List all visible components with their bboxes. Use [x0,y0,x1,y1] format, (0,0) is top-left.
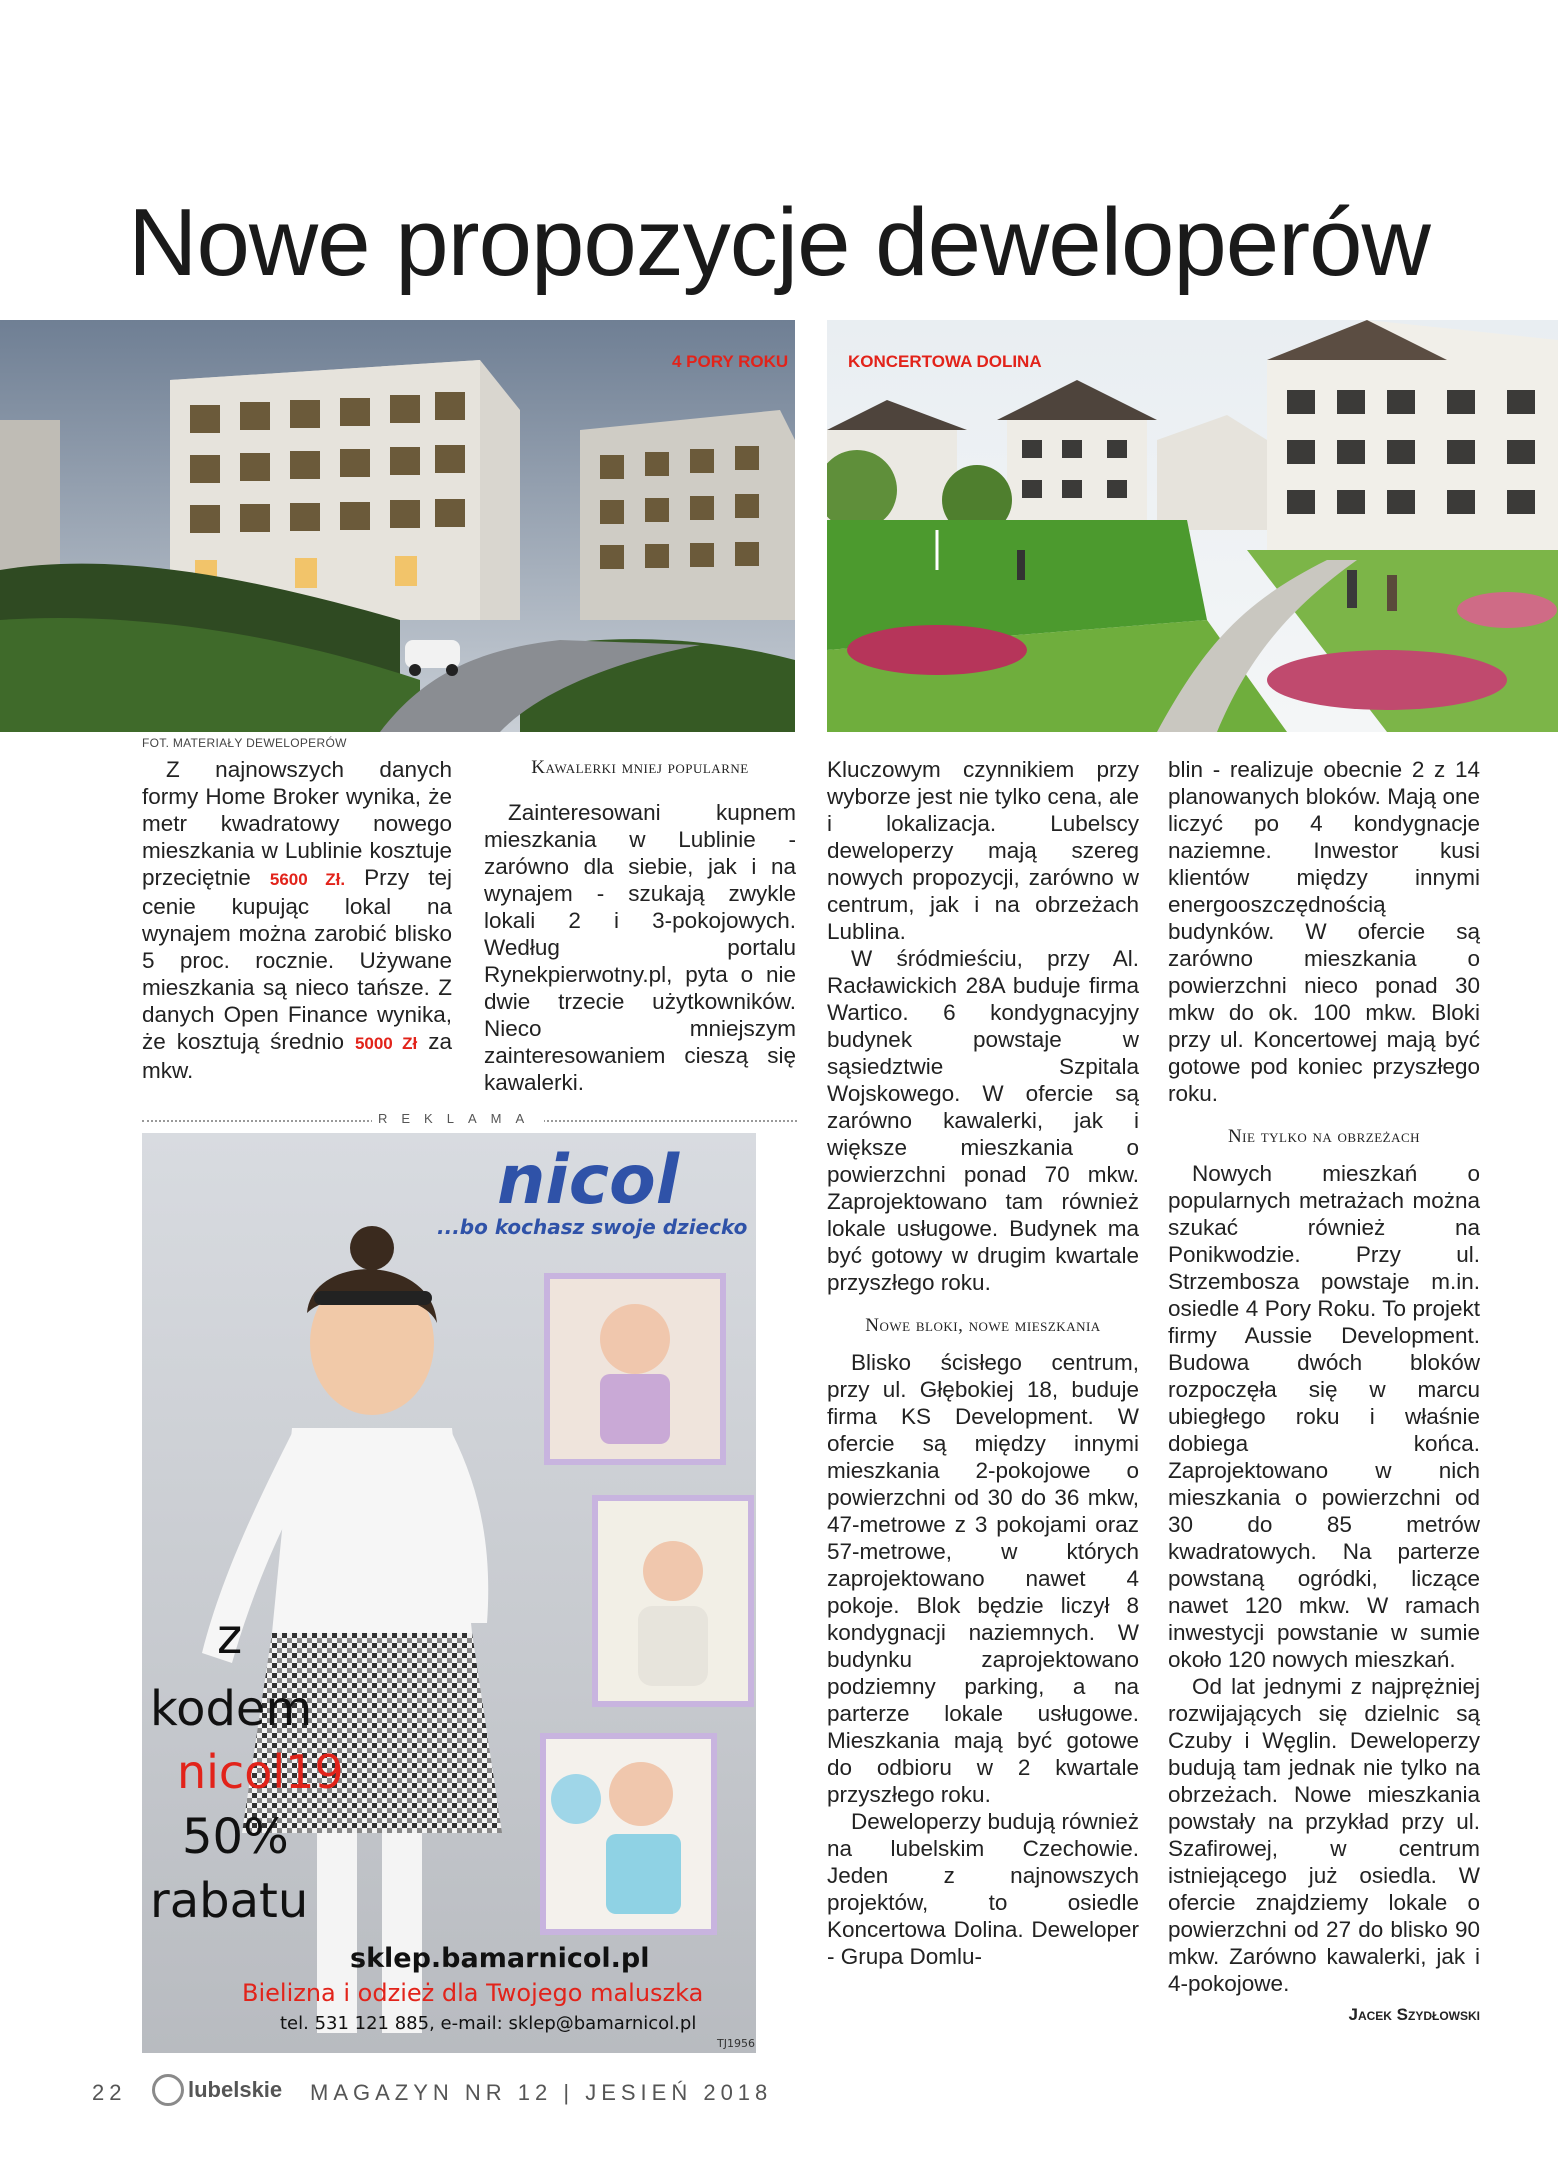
author: Jacek Szydłowski [1348,2005,1480,2024]
article-column-1 [142,756,452,1084]
price-highlight: 5600 Zł. [269,870,346,889]
paragraph: Blisko ścisłego centrum, przy ul. Głębokiej 18, buduje firma KS Development. W ofercie są między innymi mieszkania 2-pokojowe o powierzchni od 30 do 36 mkw, 47-metrowe z 3 pokojami oraz 57-metrowe, w których zaprojektowano nawet 4 pokoje. Blok będzie liczył 8 kondygnacji naziemnych. W budynku zaprojektowano podziemny parking, a na parterze lokale usługowe. Mieszkania mają być gotowe do odbioru w 2 kwartale przyszłego roku. [827,1350,1139,1807]
ad-text-rabatu: rabatu [150,1873,309,1929]
ad-id: TJ1956 [717,2037,755,2050]
page-title: Nowe propozycje deweloperów [128,189,1430,296]
paragraph: Kluczowym czynnikiem przy wyborze jest nie tylko cena, ale i lokalizacja. Lubelscy deweloperzy mają szereg nowych propozycji, zarówno w centrum, jak i na obrzeżach Lublina. [827,757,1139,944]
ad-contact[interactable]: tel. 531 121 885, e-mail: sklep@bamarnicol.pl [280,2013,697,2034]
paragraph: Deweloperzy budują również na lubelskim Czechowie. Jeden z najnowszych projektów, to osiedle Koncertowa Dolina. Deweloper - Grupa Domlu- [827,1809,1139,1969]
page-number: 22 [92,2080,127,2105]
ad-text-z: z [217,1609,243,1665]
ad-baby-photo-1 [544,1273,726,1465]
text: za mkw. [142,1029,452,1083]
text: Z najnowszych danych formy Home Broker wynika, że metr kwadratowy nowego mieszkania w Lublinie kosztuje przeciętnie [142,757,452,890]
article-column-3 [827,756,1139,1970]
ad-label: REKLAMA [372,1111,544,1126]
paragraph: Zainteresowani kupnem mieszkania w Lublinie - zarówno dla siebie, jak i na wynajem - szukają zwykle lokali 2 i 3-pokojowych. Według portalu Rynekpierwotny.pl, pyta o nie dwie trzecie użytkowników. Nieco mniejszym zainteresowaniem cieszą się kawalerki. [484,800,796,1095]
photo-credit: FOT. MATERIAŁY DEWELOPERÓW [142,736,347,750]
article-column-2 [484,750,796,1096]
ad-shop-url[interactable]: sklep.bamarnicol.pl [350,1943,650,1974]
price-highlight: 5000 Zł [354,1034,418,1053]
text: Przy tej cenie kupując lokal na wynajem można zarobić blisko 5 proc. rocznie. Używane mieszkania są nieco tańsze. Z danych Open Finance wynika, że kosztują średnio [142,865,453,1054]
photo-koncertowa-dolina [827,320,1558,732]
ad-text-kodem: kodem [150,1681,313,1737]
advertisement[interactable] [142,1133,756,2053]
section-heading: Kawalerki mniej popularne [531,757,749,778]
ad-slogan: ...bo kochasz swoje dziecko [437,1215,748,1239]
photo-tag-koncertowa-dolina: KONCERTOWA DOLINA [848,352,1042,371]
ad-promo-code: nicol19 [177,1745,344,1799]
ad-baby-photo-3 [540,1733,717,1935]
section-heading: Nowe bloki, nowe mieszkania [865,1315,1101,1336]
brand-name: lubelskie [188,2077,283,2102]
paragraph: W śródmieściu, przy Al. Racławickich 28A buduje firma Wartico. 6 kondygnacyjny budynek powstaje w sąsiedztwie Szpitala Wojskowego. W ofercie są zarówno kawalerki, jak i większe mieszkania o powierzchni ponad 70 mkw. Zaprojektowano tam również lokale usługowe. Budynek ma być gotowy w drugim kwartale przyszłego roku. [827,946,1139,1295]
ad-subline: Bielizna i odzież dla Twojego maluszka [242,1979,704,2007]
section-heading: Nie tylko na obrzeżach [1227,1126,1421,1147]
paragraph: Od lat jednymi z najprężniej rozwijających się dzielnic są Czuby i Węglin. Deweloperzy budują tam jednak nie tylko na obrzeżach. Nowe mieszkania powstały na przykład przy ul. Szafirowej, w centrum istniejącego już osiedla. W ofercie znajdziemy lokale o powierzchni od 27 do blisko 90 mkw. Zarówno kawalerki, jak i 4-pokojowe. [1168,1674,1480,1996]
ad-discount: 50% [182,1809,289,1865]
ad-brand-logo: nicol [497,1141,680,1220]
paragraph: blin - realizuje obecnie 2 z 14 planowanych bloków. Mają one liczyć po 4 kondygnacje naziemne. Inwestor kusi klientów między innymi energooszczędnością budynków. W ofercie są zarówno mieszkania o powierzchni nieco ponad 30 mkw do ok. 100 mkw. Bloki przy ul. Koncertowej mają być gotowe pod koniec przyszłego roku. [1168,757,1480,1106]
brand-logo-icon [152,2074,184,2106]
photo-tag-4-pory-roku: 4 PORY ROKU [672,352,789,371]
paragraph [142,756,452,1084]
footer-brand [152,2074,282,2106]
magazine-info: MAGAZYN NR 12 | JESIEŃ 2018 [310,2080,773,2105]
ad-baby-photo-2 [592,1495,754,1707]
paragraph: Nowych mieszkań o popularnych metrażach można szukać również na Ponikwodzie. Przy ul. Strzembosza powstaje m.in. osiedle 4 Pory Roku. To projekt firmy Aussie Development. Budowa dwóch bloków rozpoczęła się w marcu ubiegłego roku i właśnie dobiega końca. Zaprojektowano w nich mieszkania o powierzchni od 30 do 85 metrów kwadratowych. Na parterze powstaną ogródki, liczące nawet 120 mkw. W ramach inwestycji powstanie w sumie około 120 nowych mieszkań. [1168,1161,1480,1672]
article-column-4 [1168,756,1480,2028]
photo-4-pory-roku [0,320,795,732]
